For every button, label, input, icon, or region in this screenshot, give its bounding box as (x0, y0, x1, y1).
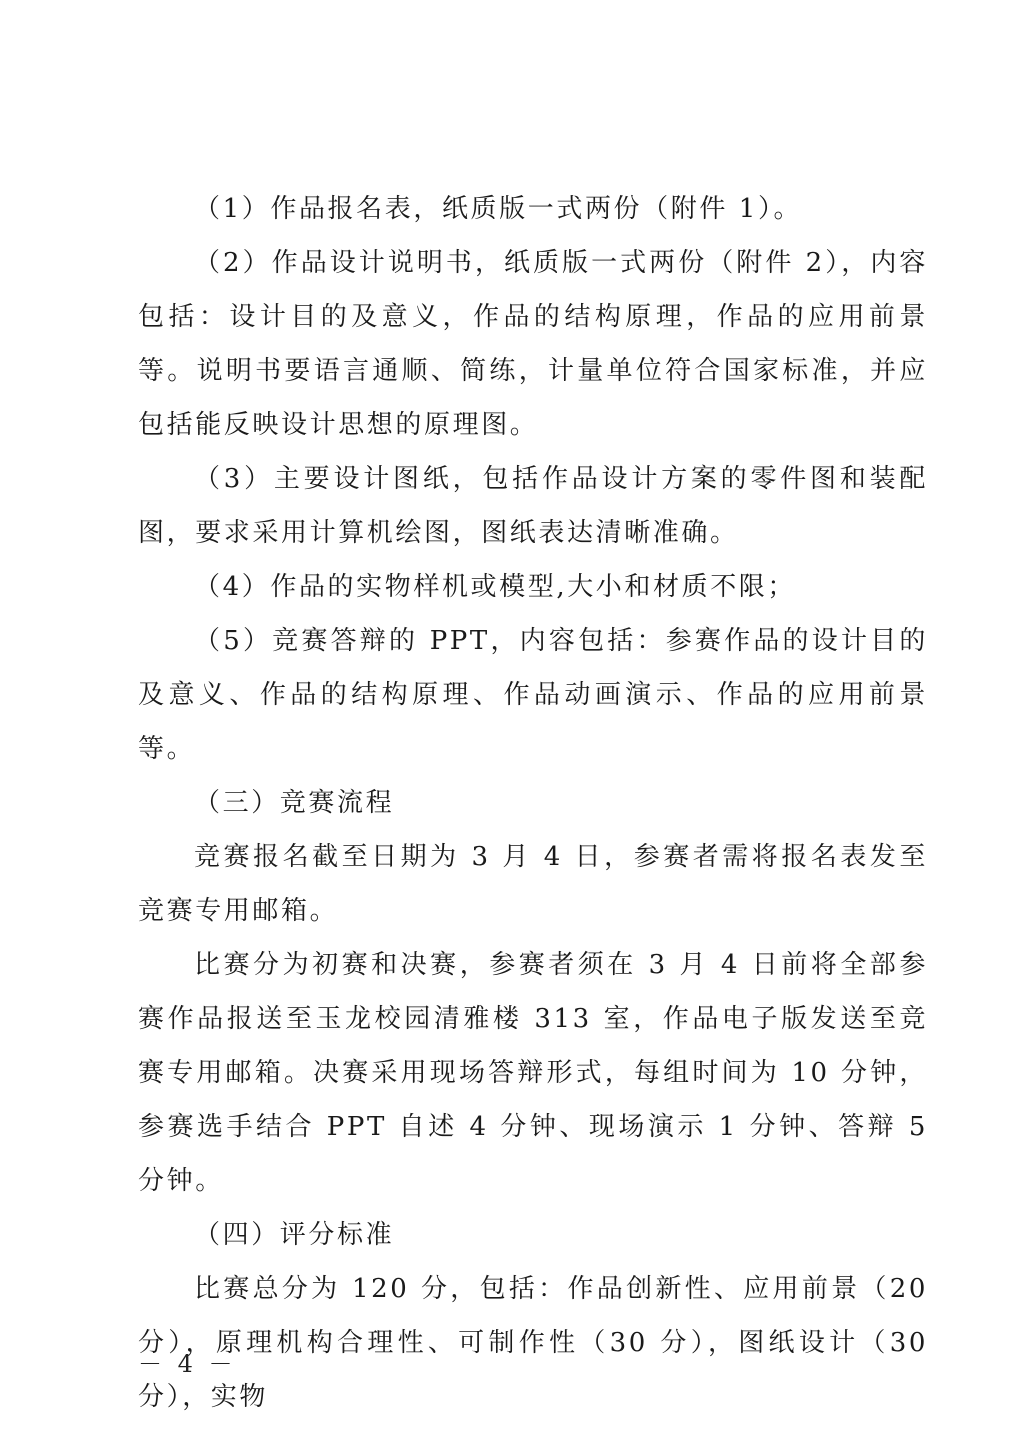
section-heading-scoring-criteria: （四）评分标准 (194, 1220, 395, 1250)
paragraph-scoring-total: 比赛总分为 120 分，包括：作品创新性、应用前景（20 分），原理机构合理性、可制作性（30 分），图纸设计（30 分），实物 (138, 1274, 928, 1412)
paragraph-item-2: （2）作品设计说明书，纸质版一式两份（附件 2），内容包括：设计目的及意义，作品的结构原理，作品的应用前景等。说明书要语言通顺、简练，计量单位符合国家标准，并应包括能反映设计思想的原理图。 (138, 248, 928, 440)
paragraph-registration-deadline: 竞赛报名截至日期为 3 月 4 日，参赛者需将报名表发至竞赛专用邮箱。 (138, 842, 928, 926)
paragraph-item-4: （4）作品的实物样机或模型,大小和材质不限； (194, 572, 797, 602)
page-number: － 4 － (138, 1350, 237, 1378)
section-heading-competition-process: （三）竞赛流程 (194, 788, 395, 818)
paragraph-item-3: （3）主要设计图纸，包括作品设计方案的零件图和装配图，要求采用计算机绘图，图纸表达清晰准确。 (138, 464, 928, 548)
paragraph-item-1: （1）作品报名表，纸质版一式两份（附件 1）。 (194, 194, 803, 224)
document-body (138, 182, 928, 1424)
paragraph-competition-format: 比赛分为初赛和决赛，参赛者须在 3 月 4 日前将全部参赛作品报送至玉龙校园清雅楼 313 室，作品电子版发送至竞赛专用邮箱。决赛采用现场答辩形式，每组时间为 10 分钟，参赛选手结合 PPT 自述 4 分钟、现场演示 1 分钟、答辩 5 分钟。 (138, 950, 928, 1196)
paragraph-item-5: （5）竞赛答辩的 PPT，内容包括：参赛作品的设计目的及意义、作品的结构原理、作品动画演示、作品的应用前景等。 (138, 626, 928, 764)
